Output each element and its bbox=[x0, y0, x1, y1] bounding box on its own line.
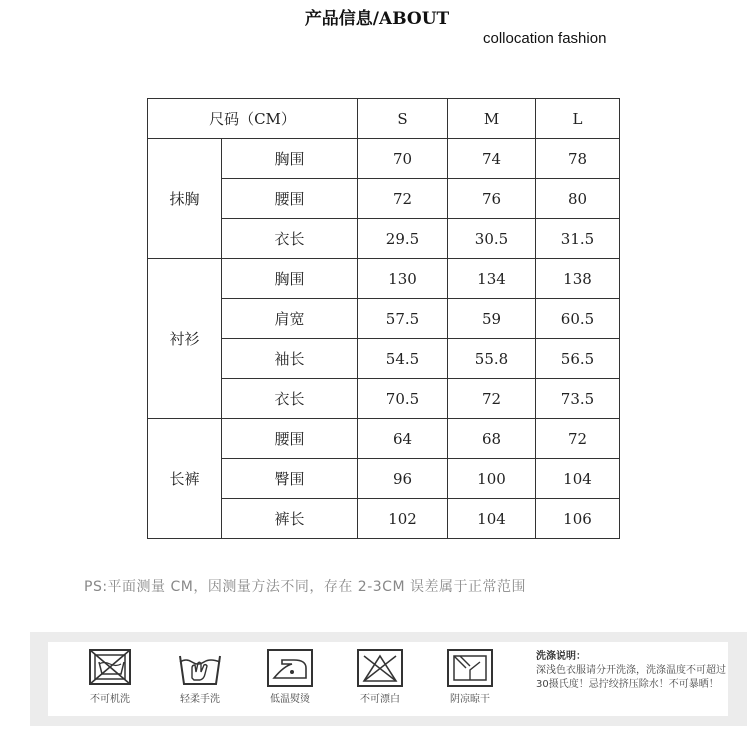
hand-wash-icon bbox=[174, 648, 226, 688]
table-cell: 60.5 bbox=[536, 299, 620, 339]
group-label: 长裤 bbox=[148, 419, 222, 539]
measure-label: 腰围 bbox=[222, 419, 358, 459]
table-cell: 96 bbox=[358, 459, 448, 499]
no-bleach-icon bbox=[354, 648, 406, 688]
measure-label: 衣长 bbox=[222, 379, 358, 419]
care-label: 阴凉晾干 bbox=[450, 694, 490, 705]
table-cell: 104 bbox=[448, 499, 536, 539]
care-item-no-machine-wash bbox=[70, 648, 150, 705]
care-label: 不可漂白 bbox=[360, 694, 400, 705]
measure-label: 胸围 bbox=[222, 139, 358, 179]
table-cell: 76 bbox=[448, 179, 536, 219]
measure-label: 腰围 bbox=[222, 179, 358, 219]
wash-instructions bbox=[536, 650, 726, 692]
measure-label: 衣长 bbox=[222, 219, 358, 259]
table-cell: 78 bbox=[536, 139, 620, 179]
care-item-shade-dry bbox=[430, 648, 510, 705]
table-cell: 56.5 bbox=[536, 339, 620, 379]
shade-dry-icon bbox=[444, 648, 496, 688]
measure-label: 裤长 bbox=[222, 499, 358, 539]
table-row bbox=[148, 419, 620, 459]
size-header-m: M bbox=[448, 99, 536, 139]
table-cell: 74 bbox=[448, 139, 536, 179]
measure-label: 袖长 bbox=[222, 339, 358, 379]
table-cell: 72 bbox=[536, 419, 620, 459]
table-cell: 130 bbox=[358, 259, 448, 299]
table-cell: 100 bbox=[448, 459, 536, 499]
care-item-hand-wash bbox=[160, 648, 240, 705]
wash-instructions-title: 洗涤说明： bbox=[536, 651, 586, 662]
table-cell: 30.5 bbox=[448, 219, 536, 259]
table-cell: 70.5 bbox=[358, 379, 448, 419]
table-header-row bbox=[148, 99, 620, 139]
care-label: 不可机洗 bbox=[90, 694, 130, 705]
table-cell: 70 bbox=[358, 139, 448, 179]
table-row bbox=[148, 139, 620, 179]
table-cell: 134 bbox=[448, 259, 536, 299]
table-cell: 29.5 bbox=[358, 219, 448, 259]
care-label: 低温熨烫 bbox=[270, 694, 310, 705]
care-item-no-bleach bbox=[340, 648, 420, 705]
wash-instructions-text: 深浅色衣服请分开洗涤，洗涤温度不可超过30摄氏度！忌拧绞挤压除水！不可暴晒！ bbox=[536, 665, 726, 690]
low-iron-icon bbox=[264, 648, 316, 688]
table-cell: 106 bbox=[536, 499, 620, 539]
measure-label: 胸围 bbox=[222, 259, 358, 299]
group-label: 衬衫 bbox=[148, 259, 222, 419]
table-cell: 73.5 bbox=[536, 379, 620, 419]
table-cell: 54.5 bbox=[358, 339, 448, 379]
care-panel bbox=[30, 632, 747, 726]
table-cell: 57.5 bbox=[358, 299, 448, 339]
measurement-note: PS:平面测量 CM，因测量方法不同，存在 2-3CM 误差属于正常范围 bbox=[84, 579, 526, 595]
care-label: 轻柔手洗 bbox=[180, 694, 220, 705]
table-cell: 104 bbox=[536, 459, 620, 499]
measure-label: 臀围 bbox=[222, 459, 358, 499]
page-title: 产品信息/ABOUT bbox=[304, 9, 450, 29]
size-header-l: L bbox=[536, 99, 620, 139]
care-item-low-iron bbox=[250, 648, 330, 705]
table-cell: 72 bbox=[358, 179, 448, 219]
care-panel-inner bbox=[48, 642, 728, 716]
table-cell: 102 bbox=[358, 499, 448, 539]
table-cell: 31.5 bbox=[536, 219, 620, 259]
size-table bbox=[147, 98, 620, 539]
group-label: 抹胸 bbox=[148, 139, 222, 259]
table-cell: 64 bbox=[358, 419, 448, 459]
no-machine-wash-icon bbox=[84, 648, 136, 688]
table-cell: 80 bbox=[536, 179, 620, 219]
table-cell: 72 bbox=[448, 379, 536, 419]
table-cell: 55.8 bbox=[448, 339, 536, 379]
size-header-label: 尺码（CM） bbox=[148, 99, 358, 139]
table-row bbox=[148, 259, 620, 299]
table-cell: 59 bbox=[448, 299, 536, 339]
size-header-s: S bbox=[358, 99, 448, 139]
table-cell: 138 bbox=[536, 259, 620, 299]
measure-label: 肩宽 bbox=[222, 299, 358, 339]
table-cell: 68 bbox=[448, 419, 536, 459]
page-subtitle: collocation fashion bbox=[483, 30, 607, 47]
